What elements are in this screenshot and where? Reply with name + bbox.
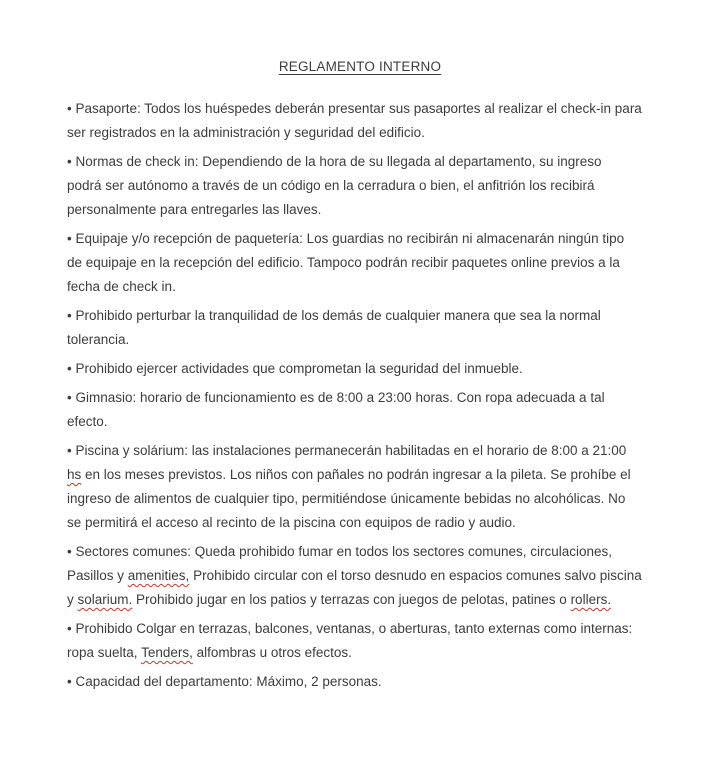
text-segment: ser registrados en la administración y seguridad del edificio. [67, 125, 425, 140]
text-line [67, 357, 653, 381]
text-segment: se permitirá el acceso al recinto de la piscina con equipos de radio y audio. [67, 515, 516, 530]
text-segment: • Pasaporte: Todos los huéspedes deberán presentar sus pasaportes al realizar el check-in para [67, 101, 642, 116]
text-line [67, 121, 653, 145]
text-line [67, 227, 653, 251]
paragraph [67, 670, 653, 694]
text-line [67, 386, 653, 410]
text-segment: • Normas de check in: Dependiendo de la hora de su llegada al departamento, su ingreso [67, 154, 602, 169]
text-segment: podrá ser autónomo a través de un código en la cerradura o bien, el anfitrión los recibirá [67, 178, 595, 193]
document-title-text: REGLAMENTO INTERNO [278, 59, 442, 74]
text-line [67, 617, 653, 641]
text-segment: ropa suelta, [67, 645, 142, 660]
text-line [67, 198, 653, 222]
text-line [67, 410, 653, 434]
text-line [67, 641, 653, 665]
text-line [67, 540, 653, 564]
text-line [67, 439, 653, 463]
misspelled-word: Tenders, [141, 645, 193, 660]
text-line [67, 588, 653, 612]
text-line [67, 328, 653, 352]
text-segment: • Gimnasio: horario de funcionamiento es de 8:00 a 23:00 horas. Con ropa adecuada a tal [67, 390, 605, 405]
text-segment: fecha de check in. [67, 279, 176, 294]
text-line [67, 670, 653, 694]
text-line [67, 150, 653, 174]
text-segment: • Prohibido perturbar la tranquilidad de los demás de cualquier manera que sea la normal [67, 308, 601, 323]
text-segment: y [67, 592, 78, 607]
text-segment: • Equipaje y/o recepción de paquetería: Los guardias no recibirán ni almacenarán ningún tipo [67, 231, 625, 246]
text-segment: Prohibido jugar en los patios y terrazas con juegos de pelotas, patines o [132, 592, 571, 607]
text-segment: en los meses previstos. Los niños con pañales no podrán ingresar a la pileta. Se prohíbe el [81, 467, 631, 482]
misspelled-word: rollers. [570, 592, 612, 607]
text-line [67, 564, 653, 588]
paragraph [67, 97, 653, 145]
text-line [67, 97, 653, 121]
paragraph [67, 540, 653, 612]
paragraph [67, 304, 653, 352]
document-body [67, 97, 653, 694]
text-line [67, 304, 653, 328]
document-title [67, 55, 653, 79]
text-segment: personalmente para entregarles las llaves. [67, 202, 322, 217]
paragraph [67, 150, 653, 222]
text-segment: • Capacidad del departamento: Máximo, 2 personas. [67, 674, 382, 689]
text-line [67, 275, 653, 299]
misspelled-word: hs [67, 467, 82, 482]
text-segment: • Prohibido Colgar en terrazas, balcones, ventanas, o aberturas, tanto externas como internas: [67, 621, 633, 636]
text-segment: Pasillos y [67, 568, 128, 583]
text-line [67, 174, 653, 198]
text-segment: de equipaje en la recepción del edificio. Tampoco podrán recibir paquetes online previos a la [67, 255, 620, 270]
text-segment: Prohibido circular con el torso desnudo en espacios comunes salvo piscina [189, 568, 642, 583]
paragraph [67, 227, 653, 299]
text-segment: • Prohibido ejercer actividades que comprometan la seguridad del inmueble. [67, 361, 523, 376]
misspelled-word: amenities, [127, 568, 190, 583]
text-segment: • Sectores comunes: Queda prohibido fumar en todos los sectores comunes, circulaciones, [67, 544, 613, 559]
paragraph [67, 386, 653, 434]
text-line [67, 463, 653, 487]
text-segment: • Piscina y solárium: las instalaciones permanecerán habilitadas en el horario de 8:00 a 21:00 [67, 443, 627, 458]
text-segment: efecto. [67, 414, 108, 429]
text-segment: tolerancia. [67, 332, 130, 347]
paragraph [67, 617, 653, 665]
misspelled-word: solarium. [77, 592, 133, 607]
paragraph [67, 357, 653, 381]
paragraph [67, 439, 653, 535]
text-line [67, 251, 653, 275]
text-line [67, 511, 653, 535]
text-segment: alfombras u otros efectos. [192, 645, 352, 660]
text-segment: ingreso de alimentos de cualquier tipo, permitiéndose únicamente bebidas no alcohólicas. No [67, 491, 626, 506]
text-line [67, 487, 653, 511]
